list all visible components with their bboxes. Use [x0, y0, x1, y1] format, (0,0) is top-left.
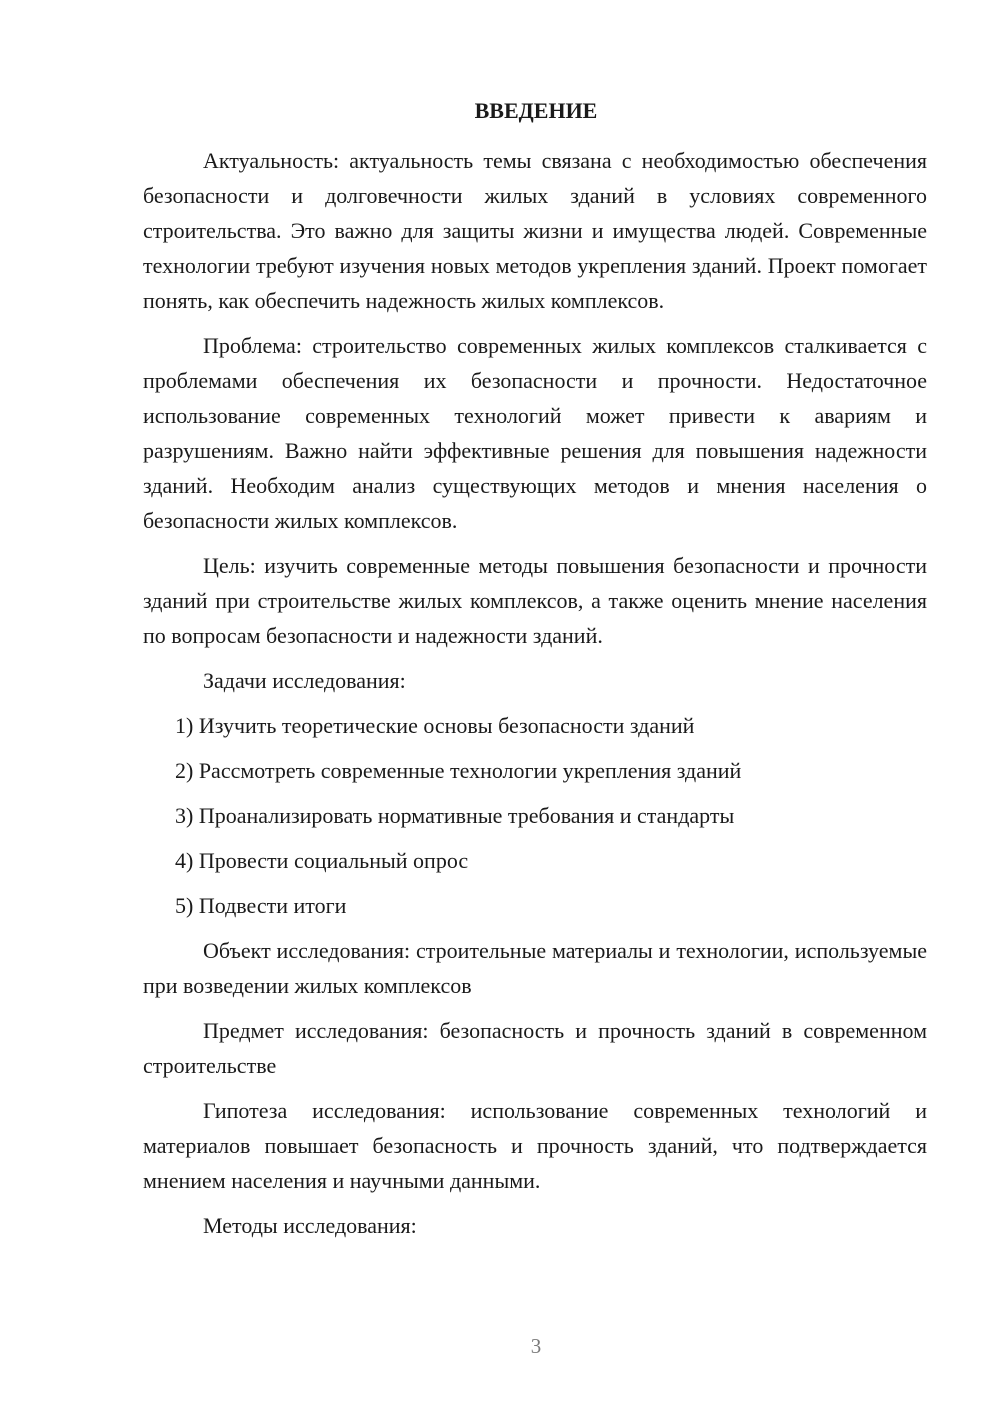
paragraph-goal: Цель: изучить современные методы повышения безопасности и прочности зданий при строительстве жилых комплексов, а также оценить мнение населения по вопросам безопасности и надежности зданий.	[143, 553, 927, 648]
paragraph-object: Объект исследования: строительные материалы и технологии, используемые при возведении жилых комплексов	[143, 938, 927, 998]
page-title: ВВЕДЕНИЕ	[474, 98, 598, 123]
paragraph-relevance: Актуальность: актуальность темы связана с необходимостью обеспечения безопасности и долговечности жилых зданий в условиях современного строительства. Это важно для защиты жизни и имущества людей. Современные технологии требуют изучения новых методов укрепления зданий. Проект помогает понять, как обеспечить надежность жилых комплексов.	[143, 148, 927, 313]
task-list	[143, 708, 927, 923]
list-item: 5) Подвести итоги	[175, 893, 347, 918]
paragraph-hypothesis: Гипотеза исследования: использование современных технологий и материалов повышает безопасность и прочность зданий, что подтверждается мнением населения и научными данными.	[143, 1098, 927, 1193]
page-number: 3	[530, 1334, 542, 1358]
list-item: 4) Провести социальный опрос	[175, 848, 469, 873]
paragraph-methods-heading: Методы исследования:	[203, 1213, 417, 1238]
paragraph-tasks-heading: Задачи исследования:	[203, 668, 406, 693]
document-body	[143, 143, 927, 1253]
list-item: 1) Изучить теоретические основы безопасности зданий	[175, 713, 695, 738]
list-item: 3) Проанализировать нормативные требования и стандарты	[175, 803, 735, 828]
list-item: 2) Рассмотреть современные технологии укрепления зданий	[175, 758, 742, 783]
paragraph-subject: Предмет исследования: безопасность и прочность зданий в современном строительстве	[143, 1018, 927, 1078]
paragraph-problem: Проблема: строительство современных жилых комплексов сталкивается с проблемами обеспечения их безопасности и прочности. Недостаточное использование современных технологий может привести к авариям и разрушениям. Важно найти эффективные решения для повышения надежности зданий. Необходим анализ существующих методов и мнения населения о безопасности жилых комплексов.	[143, 333, 927, 533]
